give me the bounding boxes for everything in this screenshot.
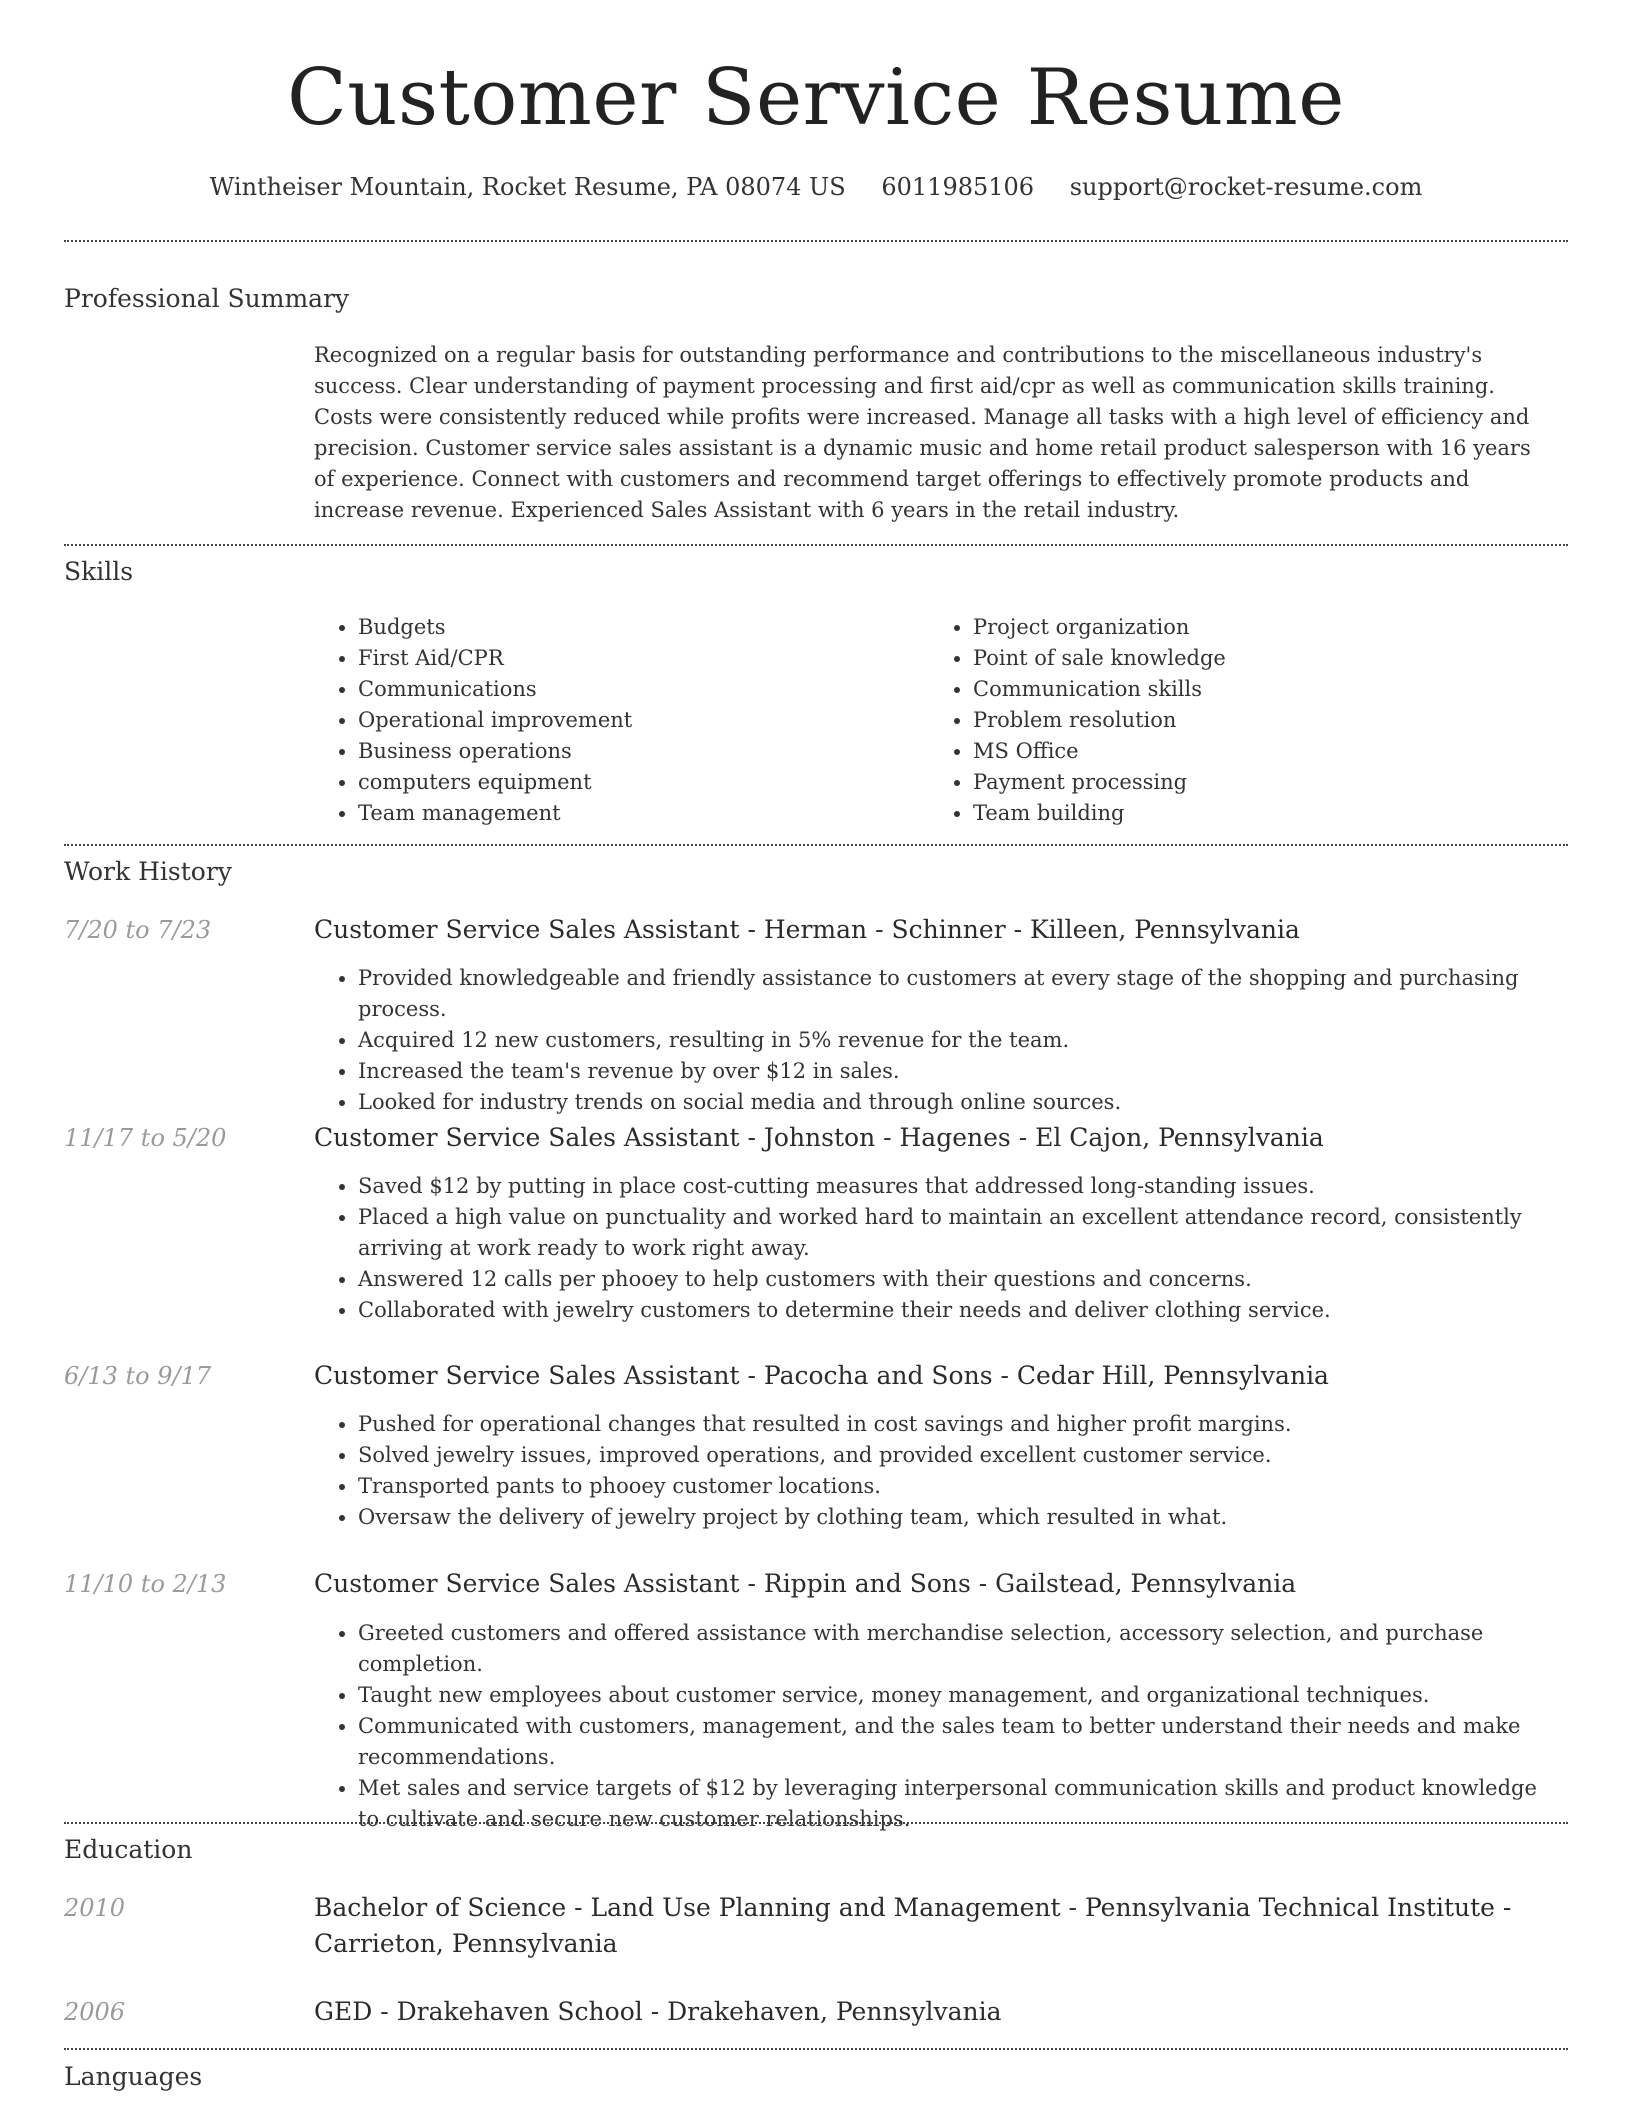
job-bullet: • Met sales and service targets of $12 by leveraging interpersonal communication skills and product knowledge to cultivate and secure new customer relationships.: [358, 1773, 1554, 1835]
job-bullet: • Increased the team's revenue by over $12 in sales.: [358, 1056, 1554, 1087]
job-bullet: • Looked for industry trends on social media and through online sources.: [358, 1087, 1554, 1118]
job-bullets: [314, 963, 1554, 1118]
skill-item: • Business operations: [358, 736, 929, 767]
section-divider: [64, 240, 1568, 242]
job-bullet: • Answered 12 calls per phooey to help customers with their questions and concerns.: [358, 1264, 1554, 1295]
section-divider: [64, 1822, 1568, 1824]
section-divider: [64, 2048, 1568, 2050]
education-heading: Education: [64, 1835, 193, 1864]
job-bullet: • Pushed for operational changes that resulted in cost savings and higher profit margins.: [358, 1409, 1554, 1440]
skill-item: • Problem resolution: [973, 705, 1544, 736]
job-bullet: • Placed a high value on punctuality and worked hard to maintain an excellent attendance record, consistently arriving at work ready to work right away.: [358, 1202, 1554, 1264]
job-title: Customer Service Sales Assistant - Johnston - Hagenes - El Cajon, Pennsylvania: [314, 1123, 1324, 1152]
job-date: 7/20 to 7/23: [64, 916, 212, 944]
work-history-heading: Work History: [64, 857, 232, 886]
job-date: 11/17 to 5/20: [64, 1124, 227, 1152]
job-title: Customer Service Sales Assistant - Rippin and Sons - Gailstead, Pennsylvania: [314, 1569, 1297, 1598]
contact-email: support@rocket-resume.com: [1069, 173, 1423, 201]
skill-item: • Team building: [973, 798, 1544, 829]
contact-phone: 6011985106: [881, 173, 1035, 201]
job-bullet: • Communicated with customers, management, and the sales team to better understand their needs and make recommendations.: [358, 1711, 1554, 1773]
skills-column-right: [929, 612, 1544, 829]
section-divider: [64, 544, 1568, 546]
skill-item: • First Aid/CPR: [358, 643, 929, 674]
job-bullet: • Saved $12 by putting in place cost-cutting measures that addressed long-standing issues.: [358, 1171, 1554, 1202]
job-bullets: [314, 1409, 1554, 1533]
skill-item: • Point of sale knowledge: [973, 643, 1544, 674]
skill-item: • Operational improvement: [358, 705, 929, 736]
skill-item: • Communication skills: [973, 674, 1544, 705]
summary-heading: Professional Summary: [64, 284, 350, 313]
job-date: 6/13 to 9/17: [64, 1362, 212, 1390]
section-divider: [64, 844, 1568, 846]
education-date: 2006: [64, 1998, 126, 2026]
job-bullet: • Greeted customers and offered assistance with merchandise selection, accessory selection, and purchase completion.: [358, 1618, 1554, 1680]
job-bullet: • Collaborated with jewelry customers to determine their needs and deliver clothing service.: [358, 1295, 1554, 1326]
job-bullet: • Transported pants to phooey customer locations.: [358, 1471, 1554, 1502]
languages-heading: Languages: [64, 2062, 203, 2091]
skill-item: • MS Office: [973, 736, 1544, 767]
skills-list: [314, 612, 1554, 829]
skill-item: • Payment processing: [973, 767, 1544, 798]
education-title: Bachelor of Science - Land Use Planning and Management - Pennsylvania Technical Institute - Carrieton, Pennsylvania: [314, 1893, 1512, 1958]
job-bullets: [314, 1618, 1554, 1835]
skill-item: • Team management: [358, 798, 929, 829]
skill-item: • Project organization: [973, 612, 1544, 643]
skill-item: • Communications: [358, 674, 929, 705]
skill-item: • computers equipment: [358, 767, 929, 798]
contact-line: [0, 170, 1632, 204]
skills-column-left: [314, 612, 929, 829]
job-bullet: • Acquired 12 new customers, resulting in 5% revenue for the team.: [358, 1025, 1554, 1056]
education-title: GED - Drakehaven School - Drakehaven, Pennsylvania: [314, 1997, 1002, 2026]
job-bullets: [314, 1171, 1554, 1326]
resume-title: Customer Service Resume: [287, 53, 1345, 143]
summary-text: Recognized on a regular basis for outstanding performance and contributions to the miscellaneous industry's success. Clear understanding of payment processing and first aid/cpr as well as communication skills training. Costs were consistently reduced while profits were increased. Manage all tasks with a high level of efficiency and precision. Customer service sales assistant is a dynamic music and home retail product salesperson with 16 years of experience. Connect with customers and recommend target offerings to effectively promote products and increase revenue. Experienced Sales Assistant with 6 years in the retail industry.: [314, 343, 1531, 522]
education-date: 2010: [64, 1894, 126, 1922]
job-title: Customer Service Sales Assistant - Herman - Schinner - Killeen, Pennsylvania: [314, 915, 1300, 944]
job-bullet: • Taught new employees about customer service, money management, and organizational techniques.: [358, 1680, 1554, 1711]
skill-item: • Budgets: [358, 612, 929, 643]
skills-heading: Skills: [64, 557, 134, 586]
job-bullet: • Oversaw the delivery of jewelry project by clothing team, which resulted in what.: [358, 1502, 1554, 1533]
job-date: 11/10 to 2/13: [64, 1570, 227, 1598]
resume-header: [0, 0, 1632, 204]
job-bullet: • Solved jewelry issues, improved operations, and provided excellent customer service.: [358, 1440, 1554, 1471]
contact-address: Wintheiser Mountain, Rocket Resume, PA 08074 US: [209, 173, 846, 201]
job-bullet: • Provided knowledgeable and friendly assistance to customers at every stage of the shopping and purchasing process.: [358, 963, 1554, 1025]
job-title: Customer Service Sales Assistant - Pacocha and Sons - Cedar Hill, Pennsylvania: [314, 1361, 1329, 1390]
